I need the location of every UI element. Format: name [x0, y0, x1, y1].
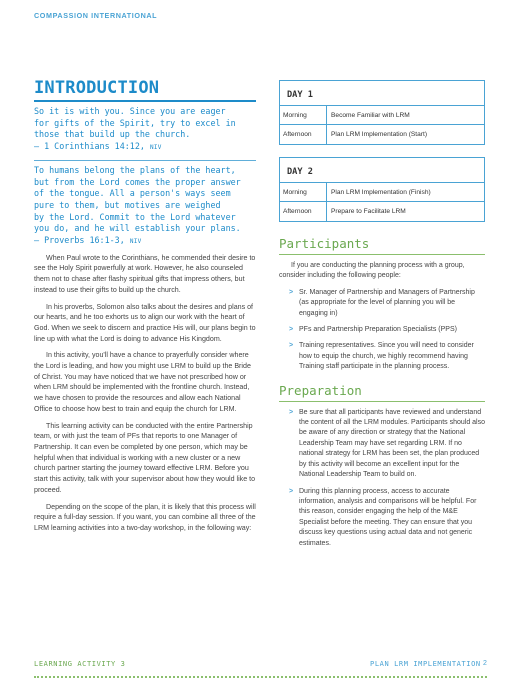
preparation-list [279, 408, 485, 549]
chevron-right-icon: > [289, 326, 294, 334]
participants-list [279, 288, 485, 373]
schedule-day-2 [279, 157, 485, 222]
paragraph: When Paul wrote to the Corinthians, he commended their desire to see the Holy Spirit powerfully at work. However, he also counseled them not to chase after flashy spiritual gifts that impress others, but instead to use their gifts to build up the church. [34, 253, 256, 294]
schedule-activity: Plan LRM Implementation (Finish) [331, 189, 431, 196]
chevron-right-icon: > [289, 342, 294, 350]
schedule-time: Morning [280, 106, 327, 124]
scripture-line: you do, and he will establish your plans. [34, 223, 241, 234]
footer-divider [34, 676, 487, 678]
paragraph: This learning activity can be conducted with the entire Partnership team, or with just the team of PFs that reports to one Manager of Partnership. It can even be completed by one person, which may be helpful when that individual is working with a new cluster or a new church partner starting the journey toward effective LRM. Before you start this activity, talk with your supervisor about how they would like to proceed. [34, 421, 256, 494]
paragraph: Depending on the scope of the plan, it is likely that this process will require a full-day session. If you want, you can combine all three of the LRM learning activities into a two-day workshop, in the following way: [34, 502, 256, 532]
scripture-line: of the tongue. All a person's ways seem [34, 188, 231, 199]
schedule-activity: Prepare to Facilitate LRM [331, 208, 406, 215]
paragraph: In his proverbs, Solomon also talks about the desires and plans of our hearts, and he too exhorts us to align our work with the heart of God. When we seek to discern and practice His will, our plans begin to line up with what the Lord is doing to advance His Kingdom. [34, 302, 256, 343]
section-title-participants: Participants [279, 236, 370, 251]
section-rule [279, 254, 485, 255]
schedule-row [280, 202, 484, 221]
schedule-day-1 [279, 80, 485, 145]
list-item: > PFs and Partnership Preparation Specialists (PPS) [279, 325, 485, 335]
schedule-row [280, 125, 484, 144]
scripture-line: To humans belong the plans of the heart, [34, 164, 236, 175]
list-item: > Training representatives. Since you will need to consider how to equip the church, we highly recommend having Training staff participate in the planning process. [289, 342, 474, 371]
scripture-quote-1 [34, 106, 256, 154]
scripture-reference: — Proverbs 16:1-3, NIV [34, 235, 142, 246]
schedule-time: Afternoon [280, 125, 327, 144]
scripture-line: but from the Lord comes the proper answer [34, 176, 241, 187]
scripture-line: pure to them, but motives are weighed [34, 199, 221, 210]
chevron-right-icon: > [289, 288, 294, 296]
version-label: NIV [149, 144, 162, 152]
footer-section-label: PLAN LRM IMPLEMENTATION [370, 660, 481, 668]
participants-intro: If you are conducting the planning process with a group, consider including the following people: [279, 262, 465, 280]
title-rule [34, 100, 256, 102]
chevron-right-icon: > [289, 487, 294, 495]
page-number: 2 [483, 660, 487, 667]
section-rule [279, 401, 485, 402]
version-label: NIV [129, 238, 142, 246]
footer-activity-label: LEARNING ACTIVITY 3 [34, 660, 126, 668]
section-title-introduction: INTRODUCTION [34, 78, 160, 98]
list-item: > Be sure that all participants have reviewed and understand the content of all the LRM modules. Participants should also be aware of any direction or strategy that the National Leadership Team may have set regarding LRM. If no national strategy for LRM has been set, the plan produced by this activity will become an excellent input for the National Leadership Team to build on. [289, 408, 485, 479]
schedule-row [280, 106, 484, 125]
scripture-line: So it is with you. Since you are eager [34, 106, 226, 116]
org-header: COMPASSION INTERNATIONAL [34, 11, 158, 20]
scripture-line: for gifts of the Spirit, try to excel in [34, 117, 236, 128]
schedule-activity: Become Familiar with LRM [331, 112, 410, 119]
scripture-line: those that build up the church. [34, 129, 191, 140]
schedule-activity: Plan LRM Implementation (Start) [331, 131, 428, 138]
quote-divider [34, 160, 256, 161]
chevron-right-icon: > [289, 408, 294, 416]
list-item: > During this planning process, access to accurate information, analysis and comparisons will be helpful. For this reason, consider engaging the help of the M&E Specialist before the meeting. They can ensure that you discuss key questions using actual data and not generic estimates. [289, 487, 477, 547]
day-heading: DAY 1 [280, 81, 484, 106]
intro-body [34, 253, 256, 534]
scripture-line: by the Lord. Commit to the Lord whatever [34, 211, 236, 222]
section-title-preparation: Preparation [279, 382, 362, 398]
day-heading: DAY 2 [280, 158, 484, 183]
list-item: > Sr. Manager of Partnership and Managers of Partnership (as appropriate for the level of planning you will be engaging in) [289, 288, 475, 317]
left-column [34, 78, 256, 540]
schedule-time: Afternoon [280, 202, 327, 221]
scripture-reference: — 1 Corinthians 14:12, NIV [34, 141, 162, 152]
right-column [279, 80, 485, 555]
scripture-quote-2 [34, 165, 256, 248]
paragraph: In this activity, you'll have a chance to prayerfully consider where the Lord is leading, and how you might use LRM to build up the Bride of Christ. You may have noticed that we have not prescribed how or when LRM should be implemented with the frontline church. Instead, we have chosen to provide the resources and allow each National Office to choose how best to train and equip the church for LRM. [34, 351, 251, 413]
schedule-time: Morning [280, 183, 327, 201]
schedule-row [280, 183, 484, 202]
